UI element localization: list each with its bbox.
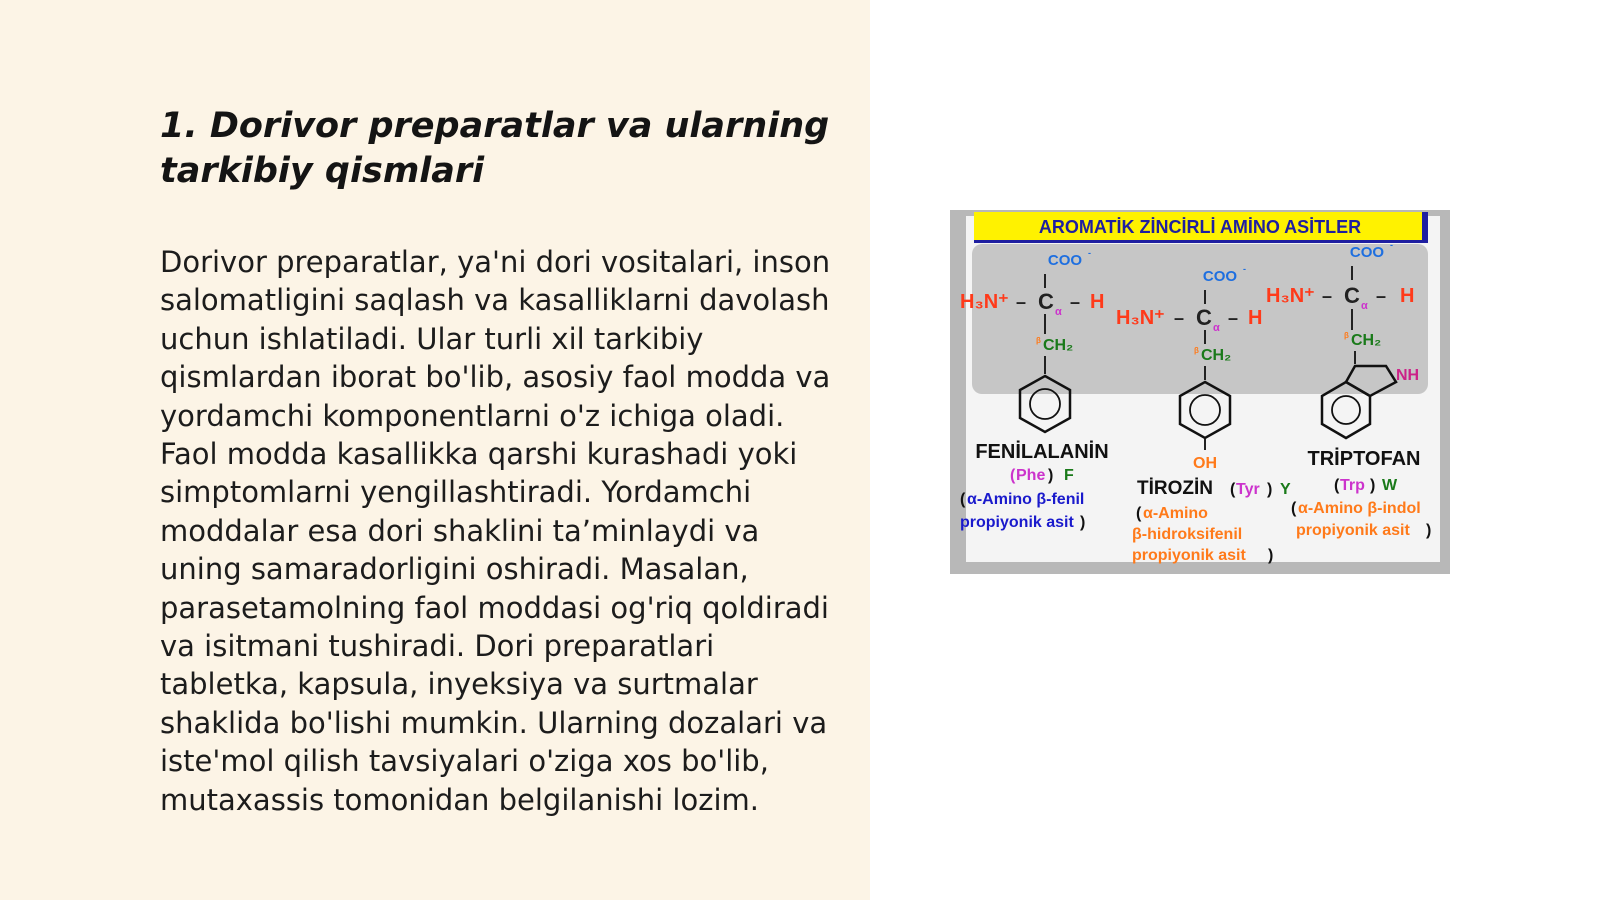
abbr-paren-close: ) [1048, 467, 1054, 484]
amino-acid-desc-line2: propiyonik asit [1296, 522, 1410, 539]
alpha-symbol: α [1213, 322, 1220, 334]
bond-dash: – [1228, 308, 1239, 328]
desc-paren-close: ) [1426, 522, 1432, 539]
carboxyl-charge: - [1243, 264, 1246, 274]
carboxyl-charge: - [1088, 248, 1091, 258]
amine-label: H₃N⁺ [1266, 285, 1315, 307]
carboxyl-charge: - [1390, 240, 1393, 250]
beta-symbol: β [1194, 346, 1199, 355]
desc-paren-open: ( [1136, 505, 1142, 522]
ch2-label: CH₂ [1201, 347, 1232, 364]
alpha-symbol: α [1361, 300, 1368, 312]
alpha-symbol: α [1055, 306, 1062, 318]
amino-acid-name: TİROZİN [1137, 478, 1213, 499]
amino-acid-desc-line1: α-Amino β-indol [1298, 500, 1421, 517]
figure-title: AROMATİK ZİNCİRLİ AMİNO ASİTLER [1038, 217, 1362, 237]
amino-acid-letter: F [1064, 467, 1074, 484]
bond-dash: – [1376, 286, 1387, 306]
beta-symbol: β [1036, 336, 1041, 345]
amino-acid-name: FENİLALANİN [975, 441, 1109, 463]
carboxyl-label: COO [1202, 268, 1238, 285]
title-bar-edge [1422, 212, 1428, 242]
amino-acid-desc-line1: α-Amino β-fenil [967, 491, 1085, 508]
hydroxyl-label: OH [1193, 455, 1217, 472]
bond-dash: – [1016, 292, 1027, 312]
amino-acid-abbr: Trp [1340, 477, 1365, 494]
desc-paren-close: ) [1080, 514, 1086, 531]
beta-symbol: β [1344, 331, 1349, 340]
desc-paren-open: ( [960, 491, 966, 508]
amine-label: H₃N⁺ [1116, 307, 1165, 329]
slide-title: 1. Dorivor preparatlar va ularning tarkibiy qismlari [160, 106, 830, 191]
abbr-paren-open: ( [1334, 477, 1340, 494]
alpha-carbon: C [1344, 283, 1360, 308]
hydrogen-label: H [1090, 291, 1105, 313]
carboxyl-label: COO [1047, 252, 1083, 269]
ch2-label: CH₂ [1043, 337, 1074, 354]
carboxyl-label: COO [1349, 244, 1385, 261]
amino-acid-diagram [950, 210, 1450, 574]
bond-dash: – [1322, 286, 1333, 306]
slide-body-text: Dorivor preparatlar, ya'ni dori vositalari, inson salomatligini saqlash va kasalliklarni davolash uchun ishlatiladi. Ular turli xil tarkibiy qismlardan iborat bo'lib, asosiy faol modda va yordamchi komponentlarni o'z ichiga oladi. Faol modda kasallikka qarshi kurashadi yoki simptomlarni yengillashtiradi. Yordamchi moddalar esa dori shaklini ta’minlaydi va uning samaradorligini oshiradi. Masalan, parasetamolning faol moddasi og'riq qoldiradi va isitmani tushiradi. Dori preparatlari tabletka, kapsula, inyeksiya va surtmalar shaklida bo'lishi mumkin. Ularning dozalari va iste'mol qilish tavsiyalari o'ziga xos bo'lib, mutaxassis tomonidan belgilanishi lozim. [160, 245, 831, 817]
amino-acid-desc-line3: propiyonik asit [1132, 547, 1246, 564]
desc-paren-close: ) [1268, 547, 1274, 564]
bond-dash: – [1070, 292, 1081, 312]
abbr-paren-open: ( [1230, 481, 1236, 498]
amine-label: H₃N⁺ [960, 291, 1009, 313]
desc-paren-open: ( [1291, 500, 1297, 517]
amino-acid-abbr: Tyr [1236, 481, 1260, 498]
amino-acid-desc-line2: propiyonik asit [960, 514, 1074, 531]
ch2-label: CH₂ [1351, 332, 1382, 349]
hydrogen-label: H [1248, 307, 1263, 329]
amino-acid-letter: W [1382, 477, 1398, 494]
title-bar-underline [974, 240, 1428, 243]
abbr-paren-open: ( [1010, 467, 1016, 484]
amino-acid-abbr: Phe [1016, 467, 1046, 484]
alpha-carbon: C [1038, 289, 1054, 314]
amino-acid-desc-line1: α-Amino [1143, 505, 1208, 522]
hydrogen-label: H [1400, 285, 1415, 307]
amino-acid-figure [950, 210, 1450, 574]
abbr-paren-close: ) [1267, 481, 1273, 498]
amino-acid-desc-line2: β-hidroksifenil [1132, 526, 1243, 543]
bond-dash: – [1174, 308, 1185, 328]
alpha-carbon: C [1196, 305, 1212, 330]
abbr-paren-close: ) [1370, 477, 1376, 494]
nh-label: NH [1396, 367, 1420, 384]
amino-acid-letter: Y [1280, 481, 1291, 498]
amino-acid-name: TRİPTOFAN [1307, 448, 1421, 470]
